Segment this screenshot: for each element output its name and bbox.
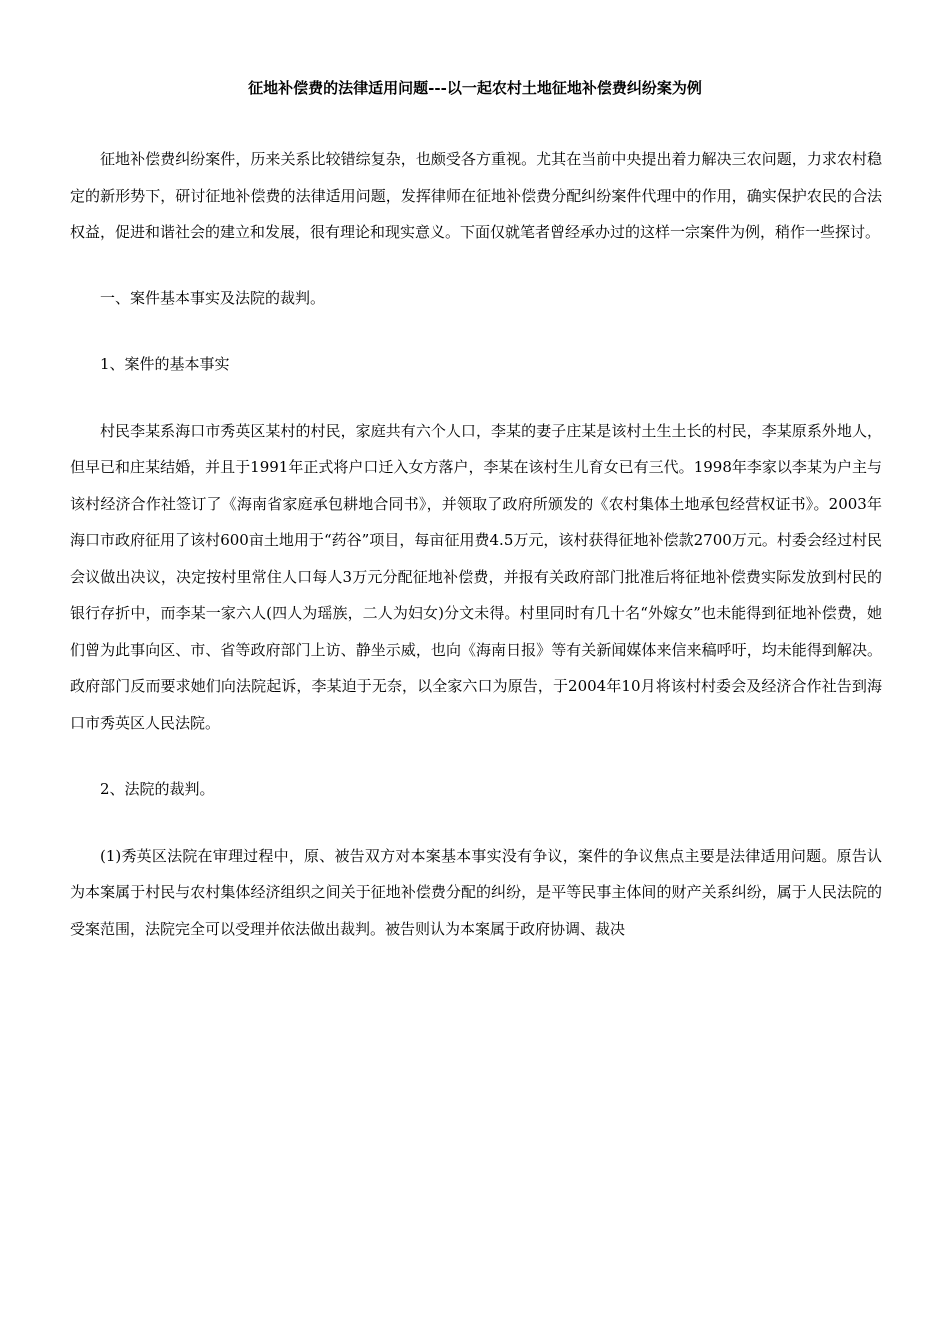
document-title: 征地补偿费的法律适用问题---以一起农村土地征地补偿费纠纷案为例 [248, 79, 702, 97]
paragraph-judgment: (1)秀英区法院在审理过程中，原、被告双方对本案基本事实没有争议，案件的争议焦点主要是法律适用问题。原告认为本案属于村民与农村集体经济组织之间关于征地补偿费分配的纠纷，是平等民事主体间的财产关系纠纷，属于人民法院的受案范围，法院完全可以受理并依法做出裁判。被告则认为本案属于政府协调、裁决 [70, 846, 882, 938]
paragraph-intro: 征地补偿费纠纷案件，历来关系比较错综复杂，也颇受各方重视。尤其在当前中央提出着力解决三农问题，力求农村稳定的新形势下，研讨征地补偿费的法律适用问题，发挥律师在征地补偿费分配纠纷案件代理中的作用，确实保护农民的合法权益，促进和谐社会的建立和发展，很有理论和现实意义。下面仅就笔者曾经承办过的这样一宗案件为例，稍作一些探讨。 [70, 150, 882, 241]
subsection-heading-2: 2、法院的裁判。 [100, 780, 215, 798]
subsection-heading-1: 1、案件的基本事实 [100, 355, 230, 373]
section-heading-1: 一、案件基本事实及法院的裁判。 [100, 288, 326, 307]
document-body [70, 141, 882, 947]
paragraph-facts: 村民李某系海口市秀英区某村的村民，家庭共有六个人口，李某的妻子庄某是该村土生土长的村民，李某原系外地人，但早已和庄某结婚，并且于1991年正式将户口迁入女方落户，李某在该村生儿育女已有三代。1998年李家以李某为户主与该村经济合作社签订了《海南省家庭承包耕地合同书》，并领取了政府所颁发的《农村集体土地承包经营权证书》。2003年海口市政府征用了该村600亩土地用于“药谷”项目，每亩征用费4.5万元，该村获得征地补偿款2700万元。村委会经过村民会议做出决议，决定按村里常住人口每人3万元分配征地补偿费，并报有关政府部门批准后将征地补偿费实际发放到村民的银行存折中，而李某一家六人(四人为瑶族，二人为妇女)分文未得。村里同时有几十名“外嫁女”也未能得到征地补偿费，她们曾为此事向区、市、省等政府部门上访、静坐示威，也向《海南日报》等有关新闻媒体来信来稿呼吁，均未能得到解决。政府部门反而要求她们向法院起诉，李某迫于无奈，以全家六口为原告，于2004年10月将该村村委会及经济合作社告到海口市秀英区人民法院。 [70, 421, 882, 732]
